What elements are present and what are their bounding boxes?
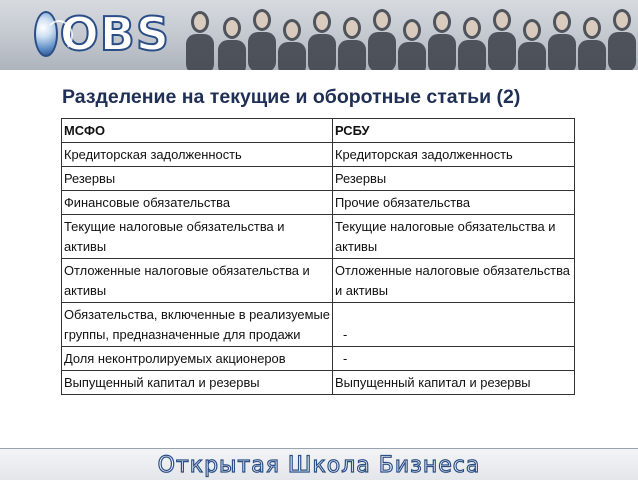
table-row	[62, 347, 575, 371]
table-header-row	[62, 119, 575, 143]
obs-logo	[34, 4, 170, 64]
table-cell: Кредиторская задолженность	[62, 143, 333, 167]
table-cell: Прочие обязательства	[333, 191, 575, 215]
table-cell: -	[333, 347, 575, 371]
globe-icon	[34, 11, 58, 57]
logo-text: OBS	[59, 7, 170, 61]
table-cell: Доля неконтролируемых акционеров	[62, 347, 333, 371]
table-cell: Выпущенный капитал и резервы	[62, 371, 333, 395]
footer-brand-text: Открытая Школа Бизнеса	[157, 453, 481, 478]
table-row	[62, 371, 575, 395]
table-cell: -	[333, 303, 575, 347]
footer-bar	[0, 448, 638, 480]
table-row	[62, 167, 575, 191]
table-row	[62, 259, 575, 303]
table-cell: Резервы	[62, 167, 333, 191]
table-cell: Кредиторская задолженность	[333, 143, 575, 167]
header-banner	[0, 0, 638, 70]
table-row	[62, 303, 575, 347]
table-cell: Обязательства, включенные в реализуемые группы, предназначенные для продажи	[62, 303, 333, 347]
header-cell-rsbu: РСБУ	[333, 119, 575, 143]
table-cell: Отложенные налоговые обязательства и активы	[333, 259, 575, 303]
table-row	[62, 215, 575, 259]
header-cell-ifrs: МСФО	[62, 119, 333, 143]
comparison-table	[61, 118, 575, 395]
slide-title: Разделение на текущие и оборотные статьи (2)	[62, 86, 521, 108]
table-row	[62, 143, 575, 167]
table-cell: Текущие налоговые обязательства и активы	[333, 215, 575, 259]
table-row	[62, 191, 575, 215]
table-cell: Финансовые обязательства	[62, 191, 333, 215]
table-cell: Выпущенный капитал и резервы	[333, 371, 575, 395]
table-cell: Отложенные налоговые обязательства и активы	[62, 259, 333, 303]
table-cell: Текущие налоговые обязательства и активы	[62, 215, 333, 259]
table-cell: Резервы	[333, 167, 575, 191]
